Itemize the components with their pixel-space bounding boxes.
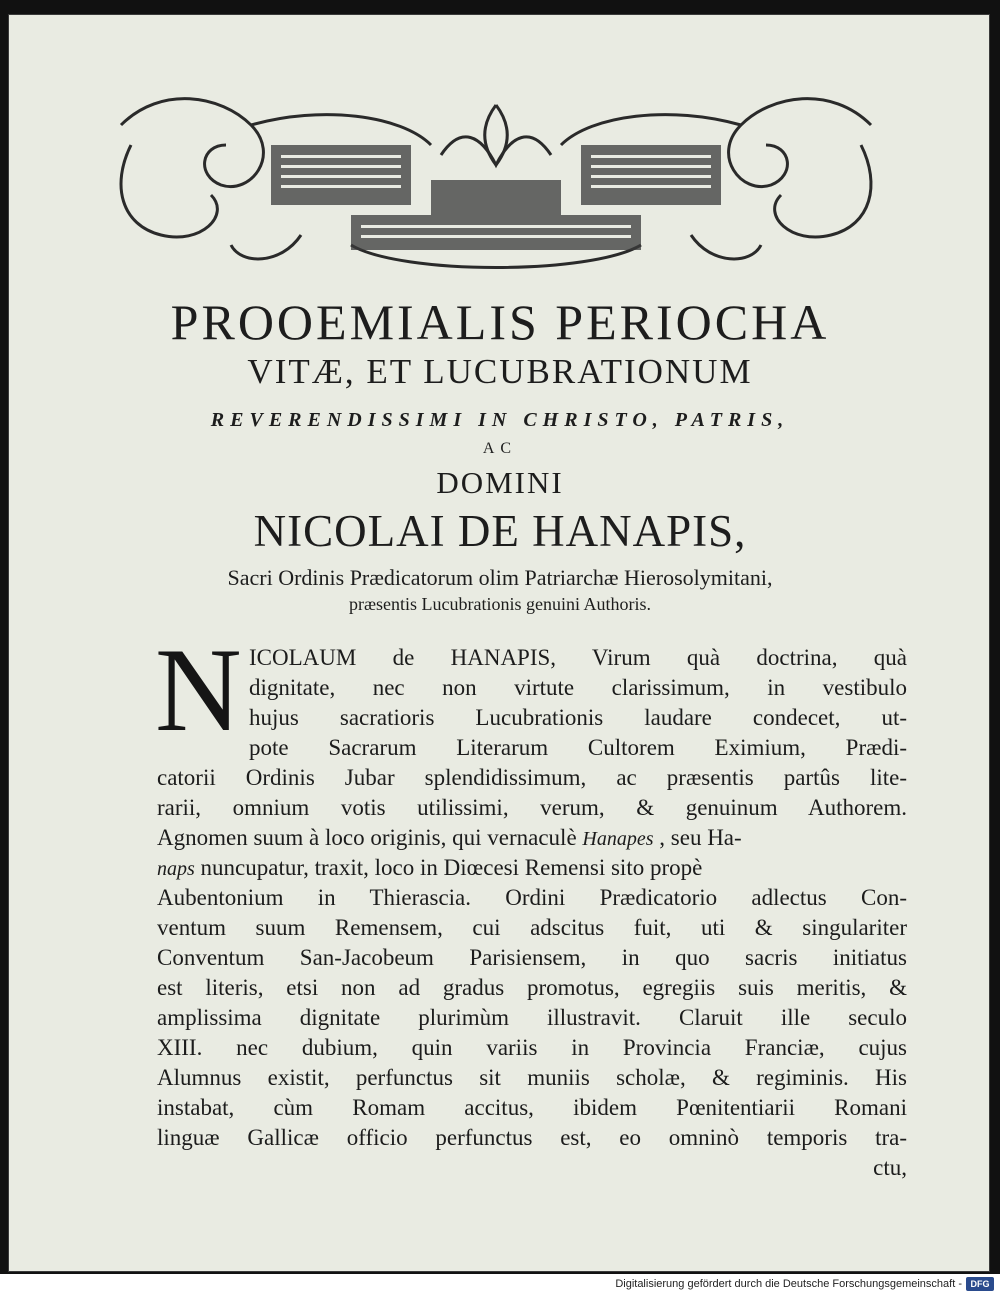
body-line: XIII. nec dubium, quin variis in Provincia Franciæ, cujus: [157, 1035, 907, 1060]
ornamental-headpiece: [101, 85, 891, 285]
body-text-run: Agnomen suum à loco originis, qui vernaculè: [157, 825, 577, 850]
body-line: ventum suum Remensem, cui adscitus fuit, uti & singulariter: [157, 915, 907, 940]
body-line: Conventum San-Jacobeum Parisiensem, in quo sacris initiatus: [157, 945, 907, 970]
book-page: [8, 14, 990, 1272]
body-line: rarii, omnium votis utilissimi, verum, & genuinum Authorem.: [157, 795, 907, 820]
body-line: linguæ Gallicæ officio perfunctus est, eo omninò temporis tra-: [157, 1125, 907, 1150]
body-line: amplissima dignitate plurimùm illustravit. Claruit ille seculo: [157, 1005, 907, 1030]
title-line-5: DOMINI: [436, 465, 564, 500]
title-line-1: PROOEMIALIS PERIOCHA: [170, 294, 830, 350]
body-line: hujus sacratioris Lucubrationis laudare condecet, ut-: [249, 705, 907, 730]
body-line: instabat, cùm Romam accitus, ibidem Pœnitentiarii Romani: [157, 1095, 907, 1120]
dfg-logo: DFG: [966, 1277, 994, 1291]
catchword: ctu,: [873, 1155, 907, 1180]
body-line: [157, 823, 742, 853]
title-line-4: AC: [482, 440, 518, 457]
footer-bar: [0, 1274, 1000, 1295]
body-text-run: nuncupatur, traxit, loco in Diœcesi Remensi sito propè: [200, 855, 703, 880]
funding-notice: Digitalisierung gefördert durch die Deutsche Forschungsgemeinschaft -: [615, 1278, 962, 1290]
title-line-3: REVERENDISSIMI IN CHRISTO, PATRIS,: [210, 409, 790, 431]
body-text-run: , seu Ha-: [659, 825, 742, 850]
body-line: ICOLAUM de HANAPIS, Virum quà doctrina, quà: [249, 645, 907, 670]
drop-cap: N: [155, 623, 242, 756]
body-line: catorii Ordinis Jubar splendidissimum, ac præsentis partûs lite-: [157, 765, 907, 790]
body-line: pote Sacrarum Literarum Cultorem Eximium, Prædi-: [249, 735, 907, 760]
subtitle-line-1: Sacri Ordinis Prædicatorum olim Patriarchæ Hierosolymitani,: [227, 565, 773, 590]
body-line: Alumnus existit, perfunctus sit muniis scholæ, & regiminis. His: [157, 1065, 907, 1090]
body-line: est literis, etsi non ad gradus promotus, egregiis suis meritis, &: [157, 975, 907, 1000]
italic-place-name: Hanapes: [582, 828, 654, 850]
body-line: Aubentonium in Thierascia. Ordini Prædicatorio adlectus Con-: [157, 885, 907, 910]
subtitle-line-2: præsentis Lucubrationis genuini Authoris.: [349, 594, 651, 614]
title-line-2: VITÆ, ET LUCUBRATIONUM: [247, 352, 753, 391]
body-line: [157, 853, 702, 883]
title-line-6: NICOLAI DE HANAPIS,: [253, 506, 747, 556]
body-line: dignitate, nec non virtute clarissimum, in vestibulo: [249, 675, 907, 700]
italic-place-name: naps: [157, 858, 195, 880]
